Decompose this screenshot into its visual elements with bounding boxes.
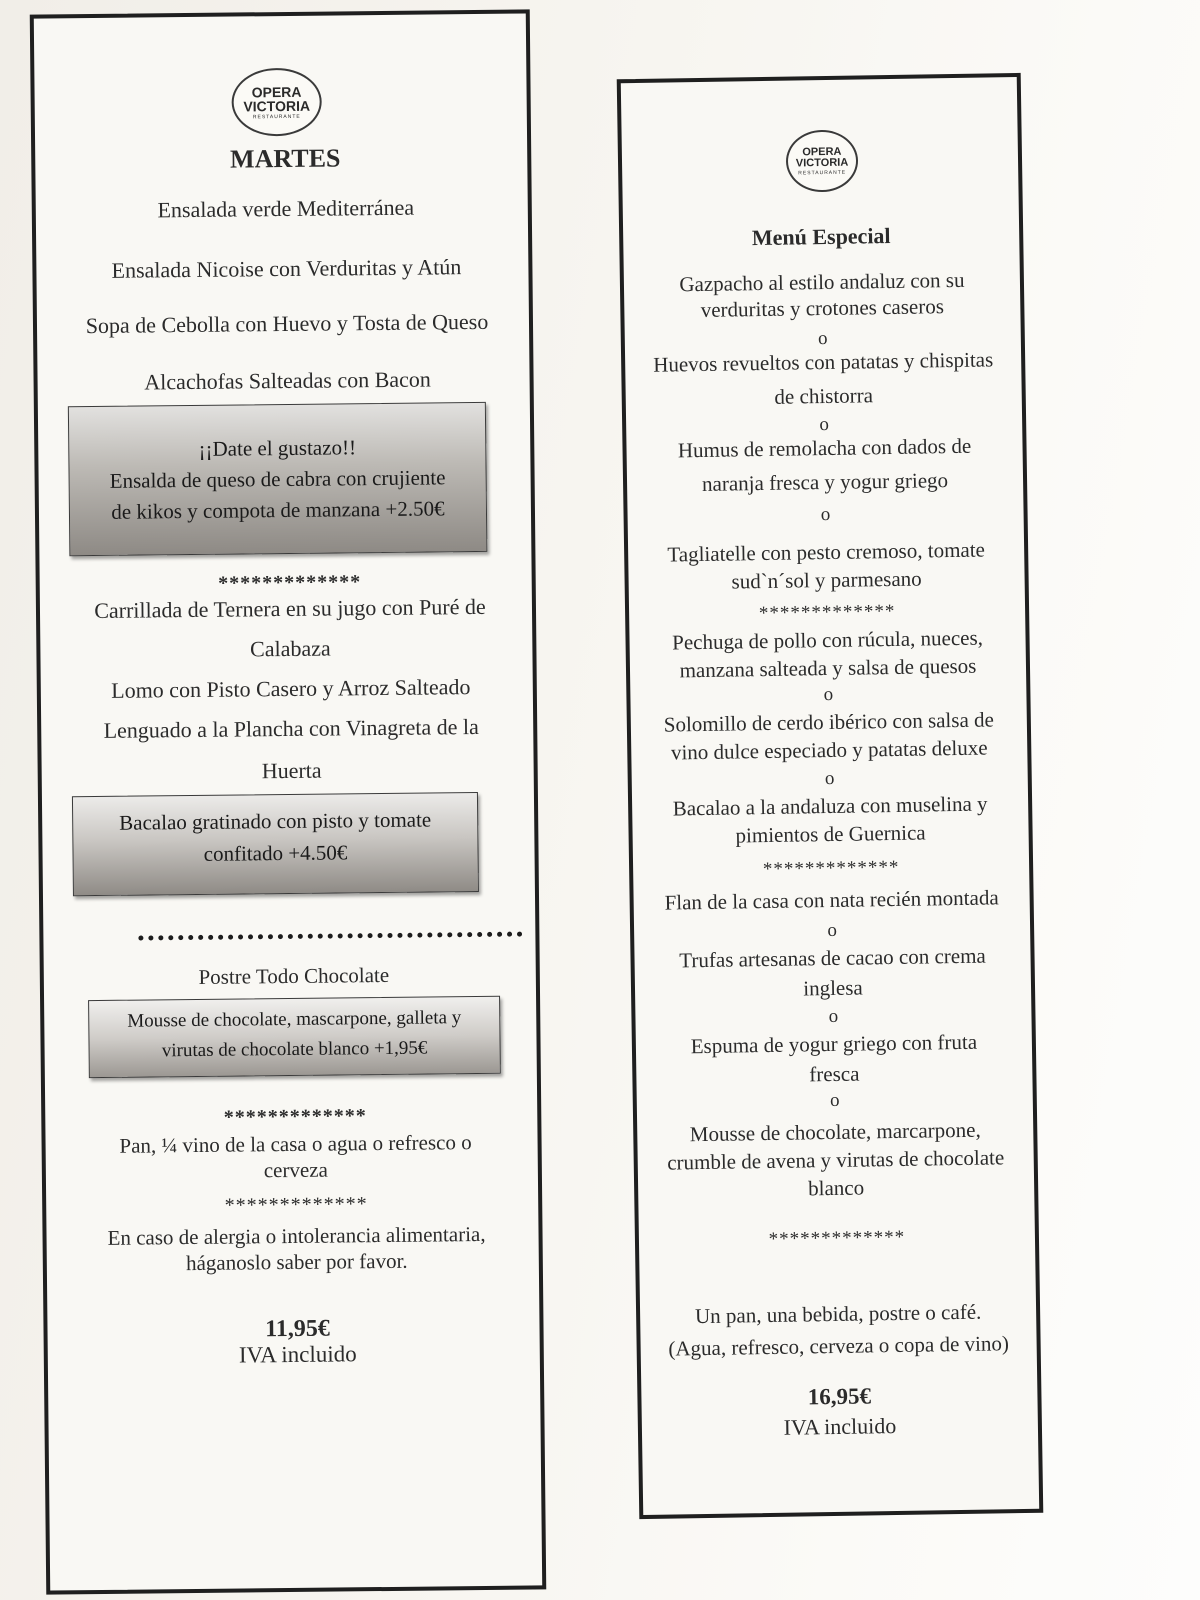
main-item: Pechuga de pollo con rúcula, nueces, bbox=[671, 625, 984, 655]
day-title: MARTES bbox=[229, 143, 341, 174]
main-item: Huerta bbox=[261, 757, 322, 784]
vat-note: IVA incluido bbox=[783, 1413, 897, 1440]
includes-text: cerveza bbox=[263, 1157, 329, 1183]
main-item: Solomillo de cerdo ibérico con salsa de bbox=[663, 707, 995, 737]
includes-text: (Agua, refresco, cerveza o copa de vino) bbox=[668, 1331, 1010, 1361]
starter-item: Humus de remolacha con dados de bbox=[677, 433, 972, 463]
or-separator: o bbox=[820, 503, 831, 526]
special-starter-box bbox=[68, 402, 488, 556]
vat-note: IVA incluido bbox=[238, 1341, 357, 1368]
allergy-notice: En caso de alergia o intolerancia alimentaria, bbox=[107, 1221, 486, 1250]
starter-item: sud`n´sol y parmesano bbox=[731, 566, 922, 594]
main-item: Carrillada de Ternera en su jugo con Puré de bbox=[94, 593, 486, 624]
or-separator: o bbox=[824, 767, 835, 790]
special-main-box bbox=[72, 792, 479, 896]
menu-martes-panel bbox=[30, 9, 547, 1594]
menu-title: Menú Especial bbox=[751, 222, 891, 251]
or-separator: o bbox=[828, 1005, 839, 1028]
or-separator: o bbox=[817, 327, 828, 350]
special-dessert-line: Mousse de chocolate, mascarpone, galleta y bbox=[127, 1007, 462, 1032]
main-item: manzana salteada y salsa de quesos bbox=[679, 653, 977, 683]
starter-item: Gazpacho al estilo andaluz con su bbox=[679, 267, 965, 297]
starter-item: Huevos revueltos con patatas y chispitas bbox=[653, 347, 994, 377]
dessert-item: Flan de la casa con nata recién montada bbox=[664, 885, 999, 915]
dessert-item: blanco bbox=[807, 1175, 865, 1201]
separator-stars: ************* bbox=[762, 856, 900, 881]
includes-text: Pan, ¼ vino de la casa o agua o refresco o bbox=[119, 1130, 472, 1158]
starter-item: verduritas y crotones caseros bbox=[700, 294, 945, 322]
opera-victoria-logo: OPERA VICTORIA RESTAURANTE bbox=[786, 129, 859, 192]
opera-victoria-logo: OPERA VICTORIA RESTAURANTE bbox=[231, 68, 322, 137]
or-separator: o bbox=[819, 413, 830, 436]
separator-stars: ************* bbox=[223, 1105, 367, 1129]
dessert-item: crumble de avena y virutas de chocolate bbox=[667, 1145, 1005, 1175]
or-separator: o bbox=[827, 919, 838, 942]
dessert-item: Trufas artesanas de cacao con crema bbox=[679, 943, 986, 973]
separator-stars: ************* bbox=[758, 600, 896, 625]
dessert-title: Postre Todo Chocolate bbox=[198, 962, 390, 989]
dessert-item: fresca bbox=[809, 1061, 860, 1087]
separator-stars: ************* bbox=[768, 1226, 906, 1251]
starter-item: Ensalada verde Mediterránea bbox=[157, 194, 415, 223]
menu-especial-panel bbox=[617, 73, 1044, 1519]
starter-item: naranja fresca y yogur griego bbox=[701, 468, 949, 496]
main-item: Calabaza bbox=[249, 635, 331, 662]
starter-item: de chistorra bbox=[774, 383, 874, 409]
or-separator: o bbox=[829, 1089, 840, 1112]
starter-item: Ensalada Nicoise con Verduritas y Atún bbox=[111, 254, 462, 283]
special-starter-line: Ensalda de queso de cabra con crujiente bbox=[109, 465, 446, 493]
allergy-notice: háganoslo saber por favor. bbox=[185, 1248, 408, 1276]
main-item: Bacalao a la andaluza con muselina y bbox=[672, 791, 988, 821]
separator-stars: ************* bbox=[224, 1193, 368, 1217]
starter-item: Alcachofas Salteadas con Bacon bbox=[144, 366, 431, 395]
dessert-item: Espuma de yogur griego con fruta bbox=[690, 1029, 978, 1059]
special-starter-heading: ¡¡Date el gustazo!! bbox=[198, 435, 357, 461]
special-dessert-box bbox=[88, 996, 501, 1078]
special-starter-line: de kikos y compota de manzana +2.50€ bbox=[111, 496, 445, 524]
dotted-divider bbox=[138, 932, 522, 941]
main-item: Lomo con Pisto Casero y Arroz Salteado bbox=[111, 674, 471, 703]
main-item: vino dulce especiado y patatas deluxe bbox=[670, 735, 988, 765]
special-main-line: confitado +4.50€ bbox=[203, 840, 348, 866]
dessert-item: inglesa bbox=[803, 975, 863, 1001]
includes-text: Un pan, una bebida, postre o café. bbox=[694, 1299, 982, 1329]
starter-item: Sopa de Cebolla con Huevo y Tosta de Queso bbox=[85, 308, 489, 339]
price: 11,95€ bbox=[265, 1315, 330, 1343]
special-dessert-line: virutas de chocolate blanco +1,95€ bbox=[161, 1037, 428, 1062]
dessert-item: Mousse de chocolate, marcarpone, bbox=[689, 1117, 981, 1147]
separator-stars: ************* bbox=[218, 571, 362, 595]
main-item: Lenguado a la Plancha con Vinagreta de la bbox=[103, 713, 479, 743]
special-main-line: Bacalao gratinado con pisto y tomate bbox=[119, 807, 432, 835]
main-item: pimientos de Guernica bbox=[735, 820, 926, 848]
or-separator: o bbox=[823, 683, 834, 706]
starter-item: Tagliatelle con pesto cremoso, tomate bbox=[667, 537, 986, 567]
price: 16,95€ bbox=[807, 1383, 872, 1410]
